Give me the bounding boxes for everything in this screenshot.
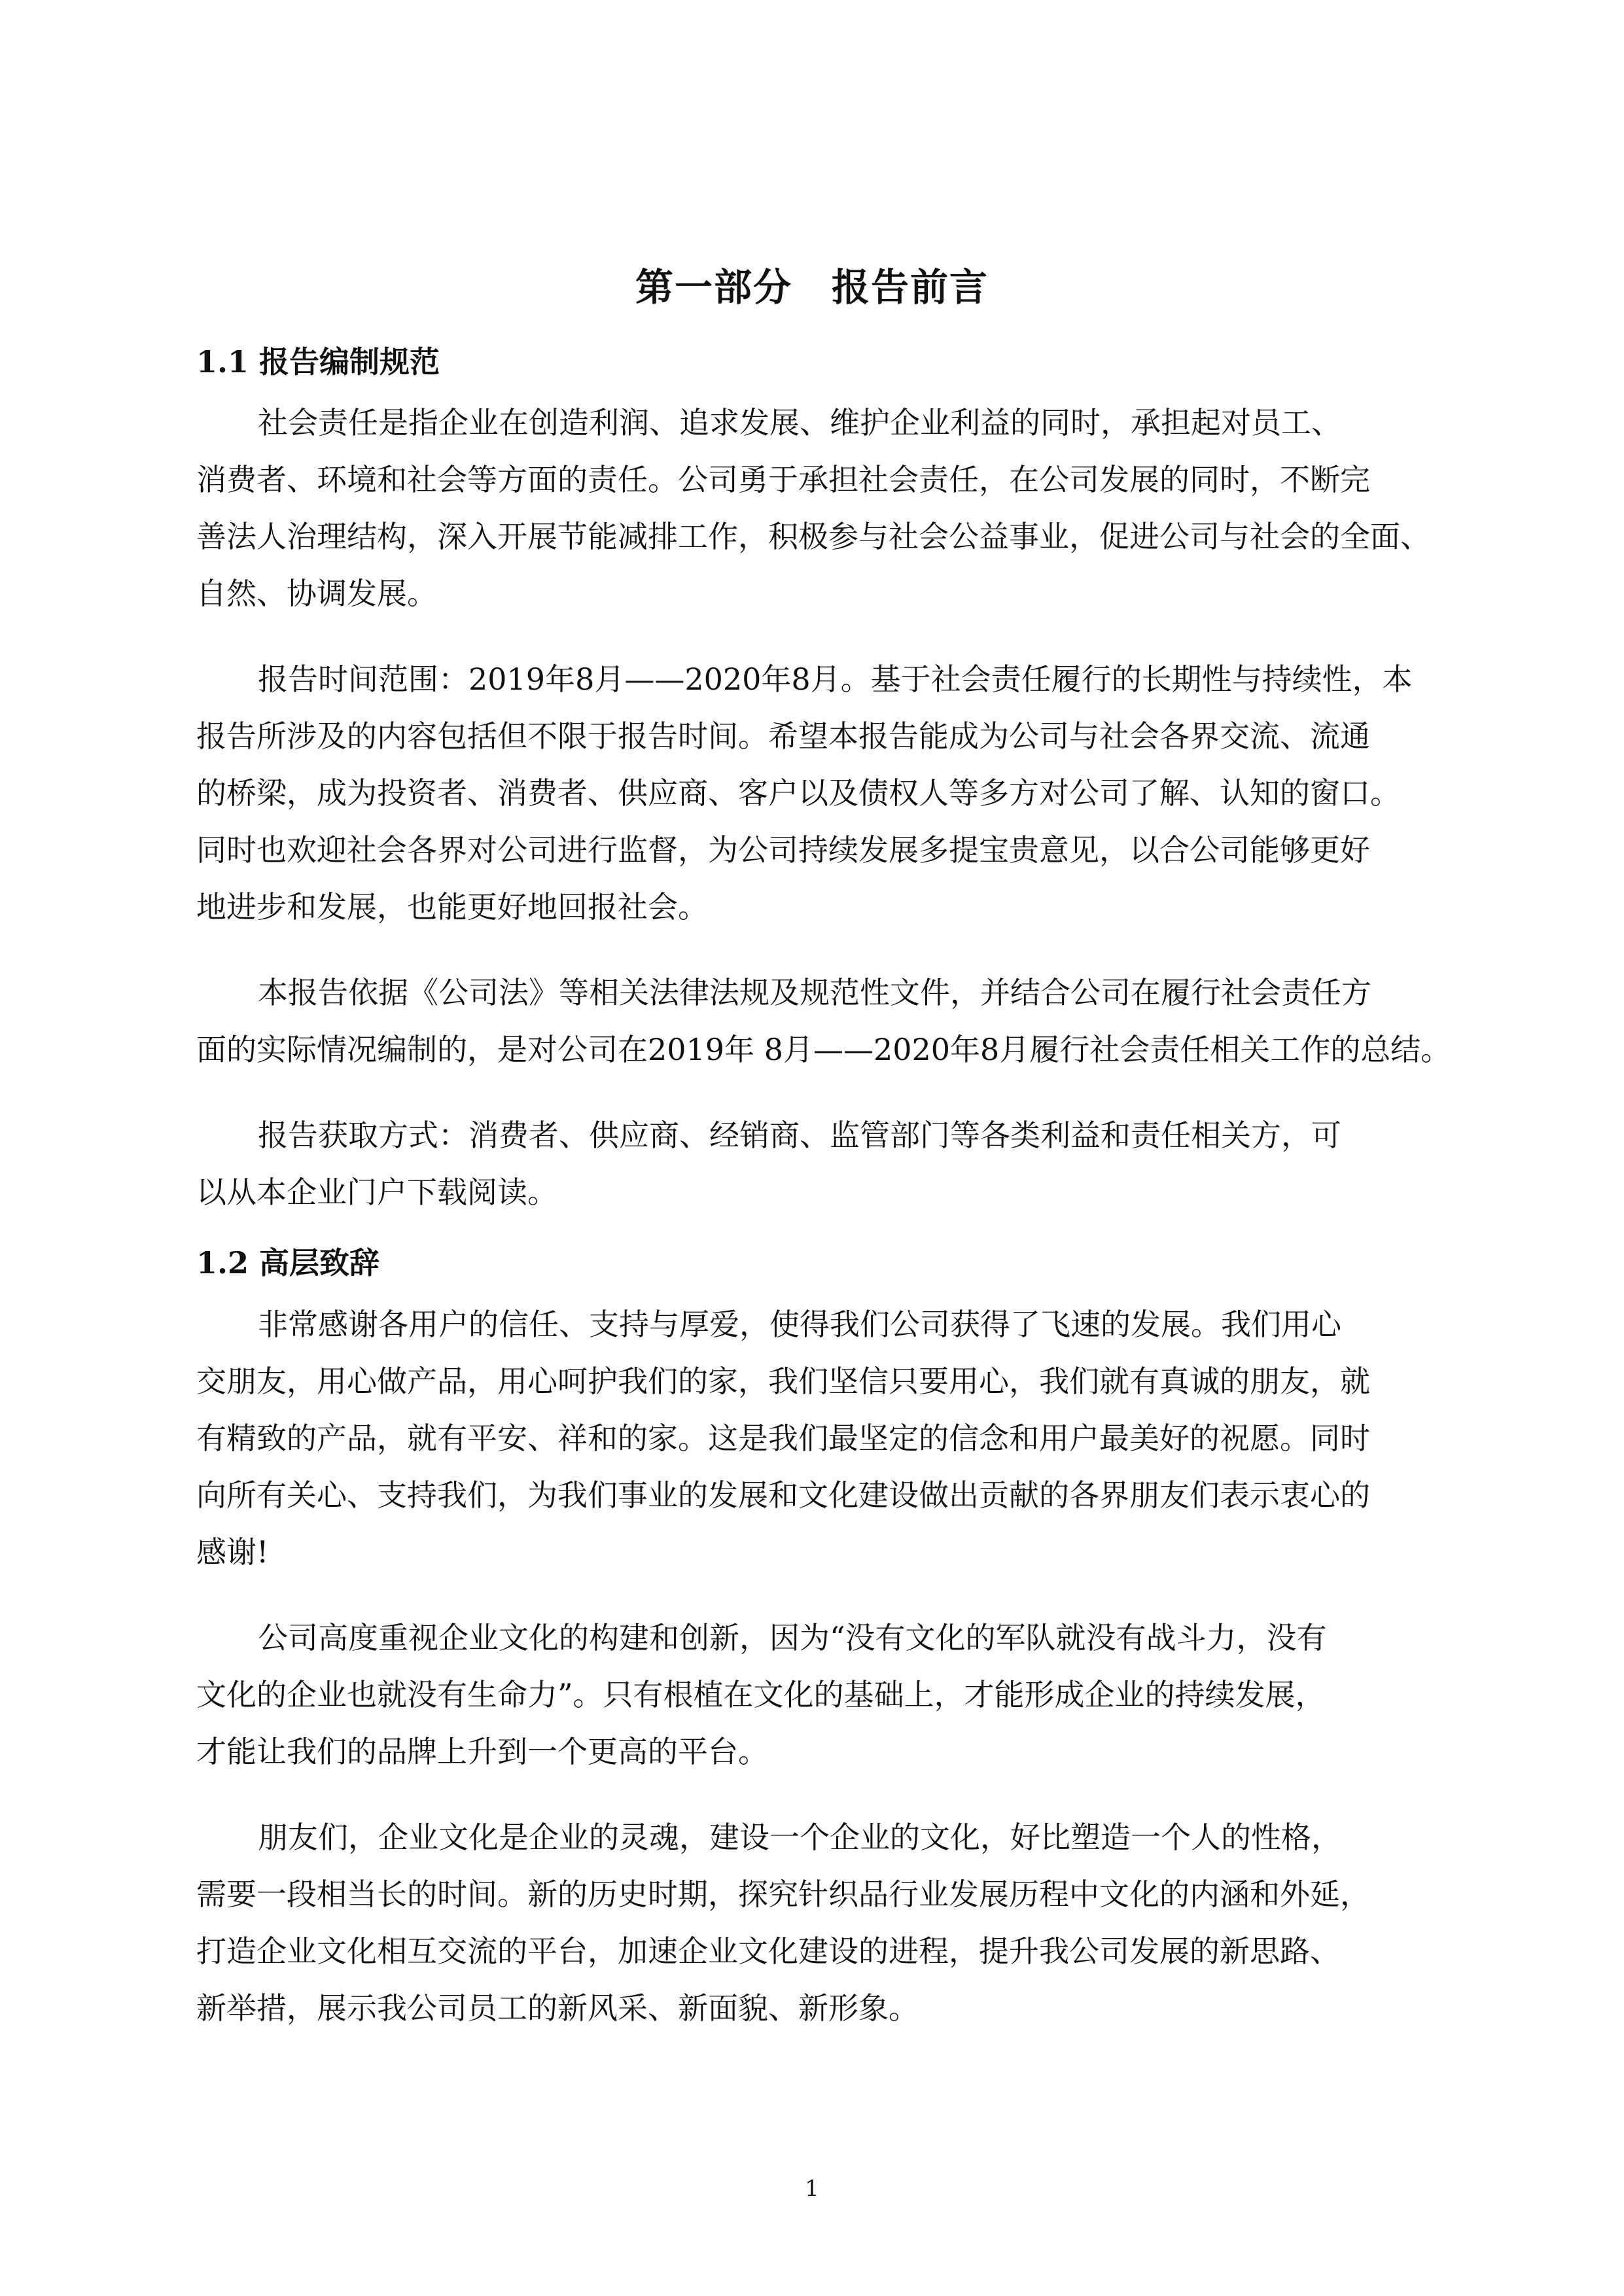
text-line: 报告获取方式：消费者、供应商、经销商、监管部门等各类利益和责任相关方，可 [258,1118,1341,1153]
text-line: 的桥梁，成为投资者、消费者、供应商、客户以及债权人等多方对公司了解、认知的窗口。 [196,775,1400,811]
text-line: 向所有关心、支持我们，为我们事业的发展和文化建设做出贡献的各界朋友们表示衷心的 [196,1477,1370,1513]
page-title: 第一部分 报告前言 [635,265,989,309]
text-line: 需要一段相当长的时间。新的历史时期，探究针织品行业发展历程中文化的内涵和外延， [196,1877,1370,1912]
text-line: 文化的企业也就没有生命力”。只有根植在文化的基础上，才能形成企业的持续发展， [196,1677,1326,1712]
text-line: 交朋友，用心做产品，用心呵护我们的家，我们坚信只要用心，我们就有真诚的朋友，就 [196,1364,1370,1399]
text-line: 善法人治理结构，深入开展节能减排工作，积极参与社会公益事业，促进公司与社会的全面、 [196,519,1430,554]
text-line: 新举措，展示我公司员工的新风采、新面貌、新形象。 [196,1990,919,2026]
paragraph-corporate-culture [196,1610,1466,1780]
text-line: 消费者、环境和社会等方面的责任。公司勇于承担社会责任，在公司发展的同时，不断完 [196,462,1370,497]
paragraph-culture-soul [196,1809,1466,2037]
section-heading-1-1: 1.1 报告编制规范 [196,344,440,380]
paragraph-gratitude [196,1296,1466,1581]
text-line: 社会责任是指企业在创造利润、追求发展、维护企业利益的同时，承担起对员工、 [258,405,1341,440]
section-heading-1-2: 1.2 高层致辞 [196,1245,380,1280]
page-number: 1 [805,2176,819,2202]
text-line: 本报告依据《公司法》等相关法律法规及规范性文件，并结合公司在履行社会责任方 [258,975,1371,1010]
text-line: 才能让我们的品牌上升到一个更高的平台。 [196,1734,768,1769]
text-line: 报告时间范围：2019年8月——2020年8月。基于社会责任履行的长期性与持续性，本 [258,662,1413,697]
paragraph-csr-definition [196,395,1466,622]
text-line: 感谢! [196,1534,269,1570]
text-line: 公司高度重视企业文化的构建和创新，因为“没有文化的军队就没有战斗力，没有 [258,1620,1327,1655]
text-line: 自然、协调发展。 [196,576,437,611]
text-line: 打造企业文化相互交流的平台，加速企业文化建设的进程，提升我公司发展的新思路、 [196,1934,1340,1969]
paragraph-report-basis [196,964,1466,1078]
text-line: 地进步和发展，也能更好地回报社会。 [196,889,708,925]
paragraph-report-access [196,1107,1466,1221]
text-line: 面的实际情况编制的，是对公司在2019年 8月——2020年8月履行社会责任相关工作的总结。 [196,1032,1451,1067]
text-line: 朋友们，企业文化是企业的灵魂，建设一个企业的文化，好比塑造一个人的性格， [258,1820,1341,1855]
text-line: 同时也欢迎社会各界对公司进行监督，为公司持续发展多提宝贵意见，以合公司能够更好 [196,832,1370,868]
text-line: 以从本企业门户下载阅读。 [196,1174,557,1210]
text-line: 有精致的产品，就有平安、祥和的家。这是我们最坚定的信念和用户最美好的祝愿。同时 [196,1421,1370,1456]
text-line: 非常感谢各用户的信任、支持与厚爱，使得我们公司获得了飞速的发展。我们用心 [258,1307,1341,1342]
paragraph-report-period [196,651,1466,936]
text-line: 报告所涉及的内容包括但不限于报告时间。希望本报告能成为公司与社会各界交流、流通 [196,718,1370,754]
